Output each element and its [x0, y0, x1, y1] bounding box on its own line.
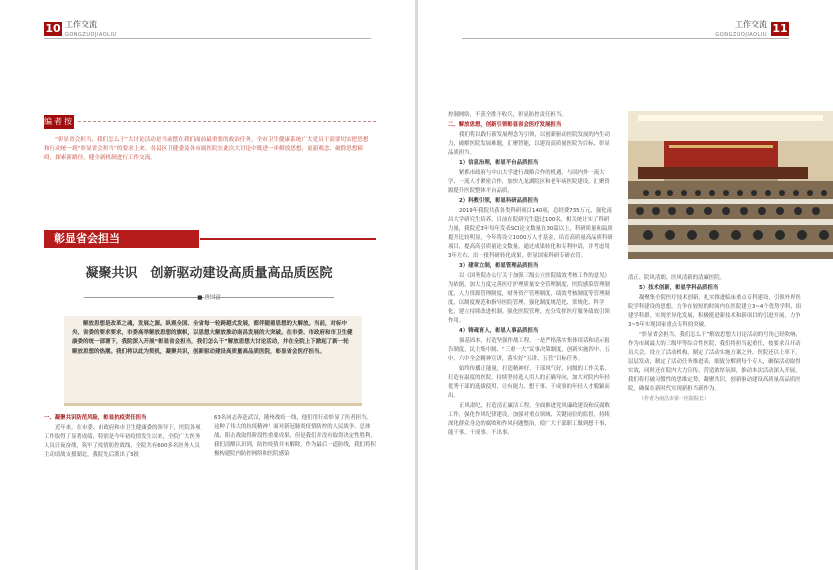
- editor-note-divider: [78, 121, 376, 122]
- section-heading: 二、解放思想，创新引领彰显省会医疗发展担当: [448, 122, 562, 128]
- author-rule-right: [214, 297, 334, 298]
- author-row: [44, 290, 374, 304]
- author-name: ■ 唐国富: [197, 295, 221, 301]
- article-column-1: [44, 414, 204, 461]
- meeting-photo: [628, 111, 833, 259]
- section-header: [715, 20, 767, 40]
- article-title: 凝聚共识 创新驱动建设高质量高品质医院: [85, 266, 333, 281]
- paragraph: 始终传播正能量，打造精神好、干部风气好、同级的工作关系，打造有温度的医院。持续坚持选人用人的正确导向，加大对院内年轻优秀干部的选拔使用，让有能力、想干事、干成事的年轻人才脱颖而出。: [448, 366, 610, 399]
- section-title: 工作交流: [65, 20, 97, 29]
- paragraph: 我们将以践行新发展理念为引领，以创新驱动医院发展的内生动力，破解医院发展难题，汇聚智能，以建设高质量医院为目标，彰显品质担当。: [448, 132, 610, 156]
- page-number: 11: [772, 22, 788, 35]
- page-number: 10: [45, 22, 61, 35]
- paragraph: 近年来，在市委、市政府和市卫生健康委的领导下，医院各项工作取得了显著成绩，特别是今年初疫情发生以来，全院广大医务人员日夜奋战，筑牢了疫情防控战线，全院共有600多名医务人员主动请战支援湖北，我院先后派出了5批: [44, 425, 201, 458]
- paragraph: 清正、院风清朗、医风清新的清廉医院。: [628, 275, 726, 281]
- paragraph: 强基固本，打造坚强作战工程，一是严格落实集体谈话和请示报告制度，民主集中制、“三重一大”议事决策制度，创新实施四中、五中、六中全会精神宣讲，落实好“五讲、五管”目标任务。: [448, 338, 610, 362]
- meeting-hall-image: [628, 111, 833, 259]
- paragraph: 控制网络，不获全胜不收兵，彰显防控责任担当。: [448, 112, 567, 118]
- subheading: 1）信息治理，彰显平台品质担当: [459, 160, 539, 166]
- paragraph: 正风肃纪，打造清正廉洁工程，全面推进党风廉政建设和反腐败工作，强化作风纪律建设，加强对重点领域、关键岗位的监督，持续深化群众身边的腐败和作风问题整治，使广大干部职工做到想干事、能干事、干成事、不出事。: [448, 403, 610, 436]
- abstract-text: 解放思想是改革之魂，发展之源。纵观全国、全省每一轮跨越式发展，都伴随着思想的大解放。当前，对标中央、省委的要求要求，市委高举解放思想的旗帜，以思想大解放推动南昌发展的大突破。在市委、市政府和市卫生健康委的统一部署下，我院深入开展“彰显省会担当，我们怎么干”解放思想大讨论活动，并在全院上下掀起了新一轮解放思想的热潮。我们将以此为契机，凝聚共识，创新驱动建设高质量高品质医院，彰显省会医疗担当。: [72, 321, 353, 355]
- article-column-3: [448, 111, 613, 439]
- editor-note-text: “彰显省会担当，我们怎么干”大讨论活动是当前摆在我们面前最重要的政治任务，全市卫生健康系统广大党员干部要切实把思想和行动统一到“彰显省会担当”的要求上来。各县区卫健委及各市属医院在此次大讨论中既进一步解放思想、更新观念、破除思想障碍，探索新路径，健全新机制进行工作交流。: [44, 137, 369, 161]
- section-header: [65, 20, 117, 40]
- section-heading: 一、凝聚共识防范风险，彰显抗疫责任担当: [44, 415, 147, 421]
- paragraph: 紧抓市政府与中山大学进行战略合作的机遇，与国内外一流大学、一流人才紧密合作，加快九龙湖院区和老年病医院建设，汇聚资源提升医院整体平台品质。: [448, 170, 610, 194]
- subheading: 5）技术创新，彰显学科品质担当: [639, 285, 719, 291]
- right-page: [418, 0, 833, 570]
- article-column-4: [628, 274, 803, 405]
- subheading: 4）铸魂育人，彰显人事品质担当: [459, 328, 539, 334]
- section-subtitle: GONGZUOJIAOLIU: [65, 32, 117, 38]
- section-subtitle: GONGZUOJIAOLIU: [715, 32, 767, 38]
- subheading: 3）建章立制，彰显管理品质担当: [459, 263, 539, 269]
- paragraph: 63名同志奔赴武汉，随州战疫一线，他们用行动彰显了医者担当。这种了伟大的抗疫精神！面对新冠肺炎疫情防控的人民战争、总体战、阻击战取得阶段性重要成果，但是我们并没有取得决定性胜利，我们清醒认识到，防控疫情并未解除，作为最后一道防线，我们将积极构建院内防控网络和医院感染: [214, 415, 376, 457]
- column-banner: 彰显省会担当: [44, 230, 199, 248]
- article-column-2: [214, 414, 376, 460]
- header-rule: [462, 38, 789, 39]
- subheading: 2）科教引领，彰显科研品质担当: [459, 198, 539, 204]
- banner-rule: [200, 238, 376, 240]
- paragraph: 2019年我院共获各类科研项目140项，总经费735万元，强化南昌大学研究生培养，目前在院研究生超过100名，相关统计实了科研力量，我院近3年每年发表SCI论文数量在30篇以上，科研质量和温质提升比较明显，今年将设立1000万人才基金，培育高质量高品质科研项目，提高高引质量论文数量，通过成果转化和专利申请，并考虑用3年左右，出一批科研转化成果，彰显国家科研专研衣管。: [448, 208, 613, 259]
- abstract-bottom-bar: [64, 403, 362, 406]
- paragraph: 以《国务院办公厅关于加强三级公立医院绩效考核工作的意见》为依据，加大力度完善医疗护理质量安全管理制度，医院感染管理制度，人力资源管理制度，财务资产管理制度，绩效考核制度等管理制度，以制度规范和指导医院管理，强化制度规范化、常规化、科学化，建立持续改进机制。强化医院管理，充分发挥医疗服务绩效引领作用。: [448, 273, 610, 324]
- editor-note-tag: 编者按: [44, 115, 74, 129]
- paragraph: 凝聚集全院医疗技术创新，扎实推进临床重点专科建设，引领外界医院学科建设的思想，力争在较短的时间内在医院建立3~4个优势学科，组建学科群，实现差异化发展，积极挺进新技术和新项目的引进开展，力争3~5年实现国家重点专科的突破。: [628, 295, 802, 328]
- author-footnote: （作者为南昌市第一医院院长）: [639, 396, 710, 402]
- abstract-box: [64, 316, 362, 406]
- left-page: [0, 0, 415, 570]
- paragraph: “彰显省会担当，我们怎么干”解放思想大讨论活动的号角已经吹响，作为市属最大的三级甲等综合性医院，我们将担当起重任，按要求召开动员大会，设立了活动机构，制定了活动实施方案之外，医院还以上率下，层层发动，制定了活动任务推进表，细致分解到每个专人，确保活动取得实效，同时还在院内大力宣传、营造浓厚氛围，推动本次活动深入开展。我们将打破习惯性的思维定势，凝聚共识，创新驱动建设高质量高品质医院，确保在新时代实现新担当新作为。: [628, 332, 801, 392]
- header-rule: [44, 38, 371, 39]
- section-title: 工作交流: [735, 20, 767, 29]
